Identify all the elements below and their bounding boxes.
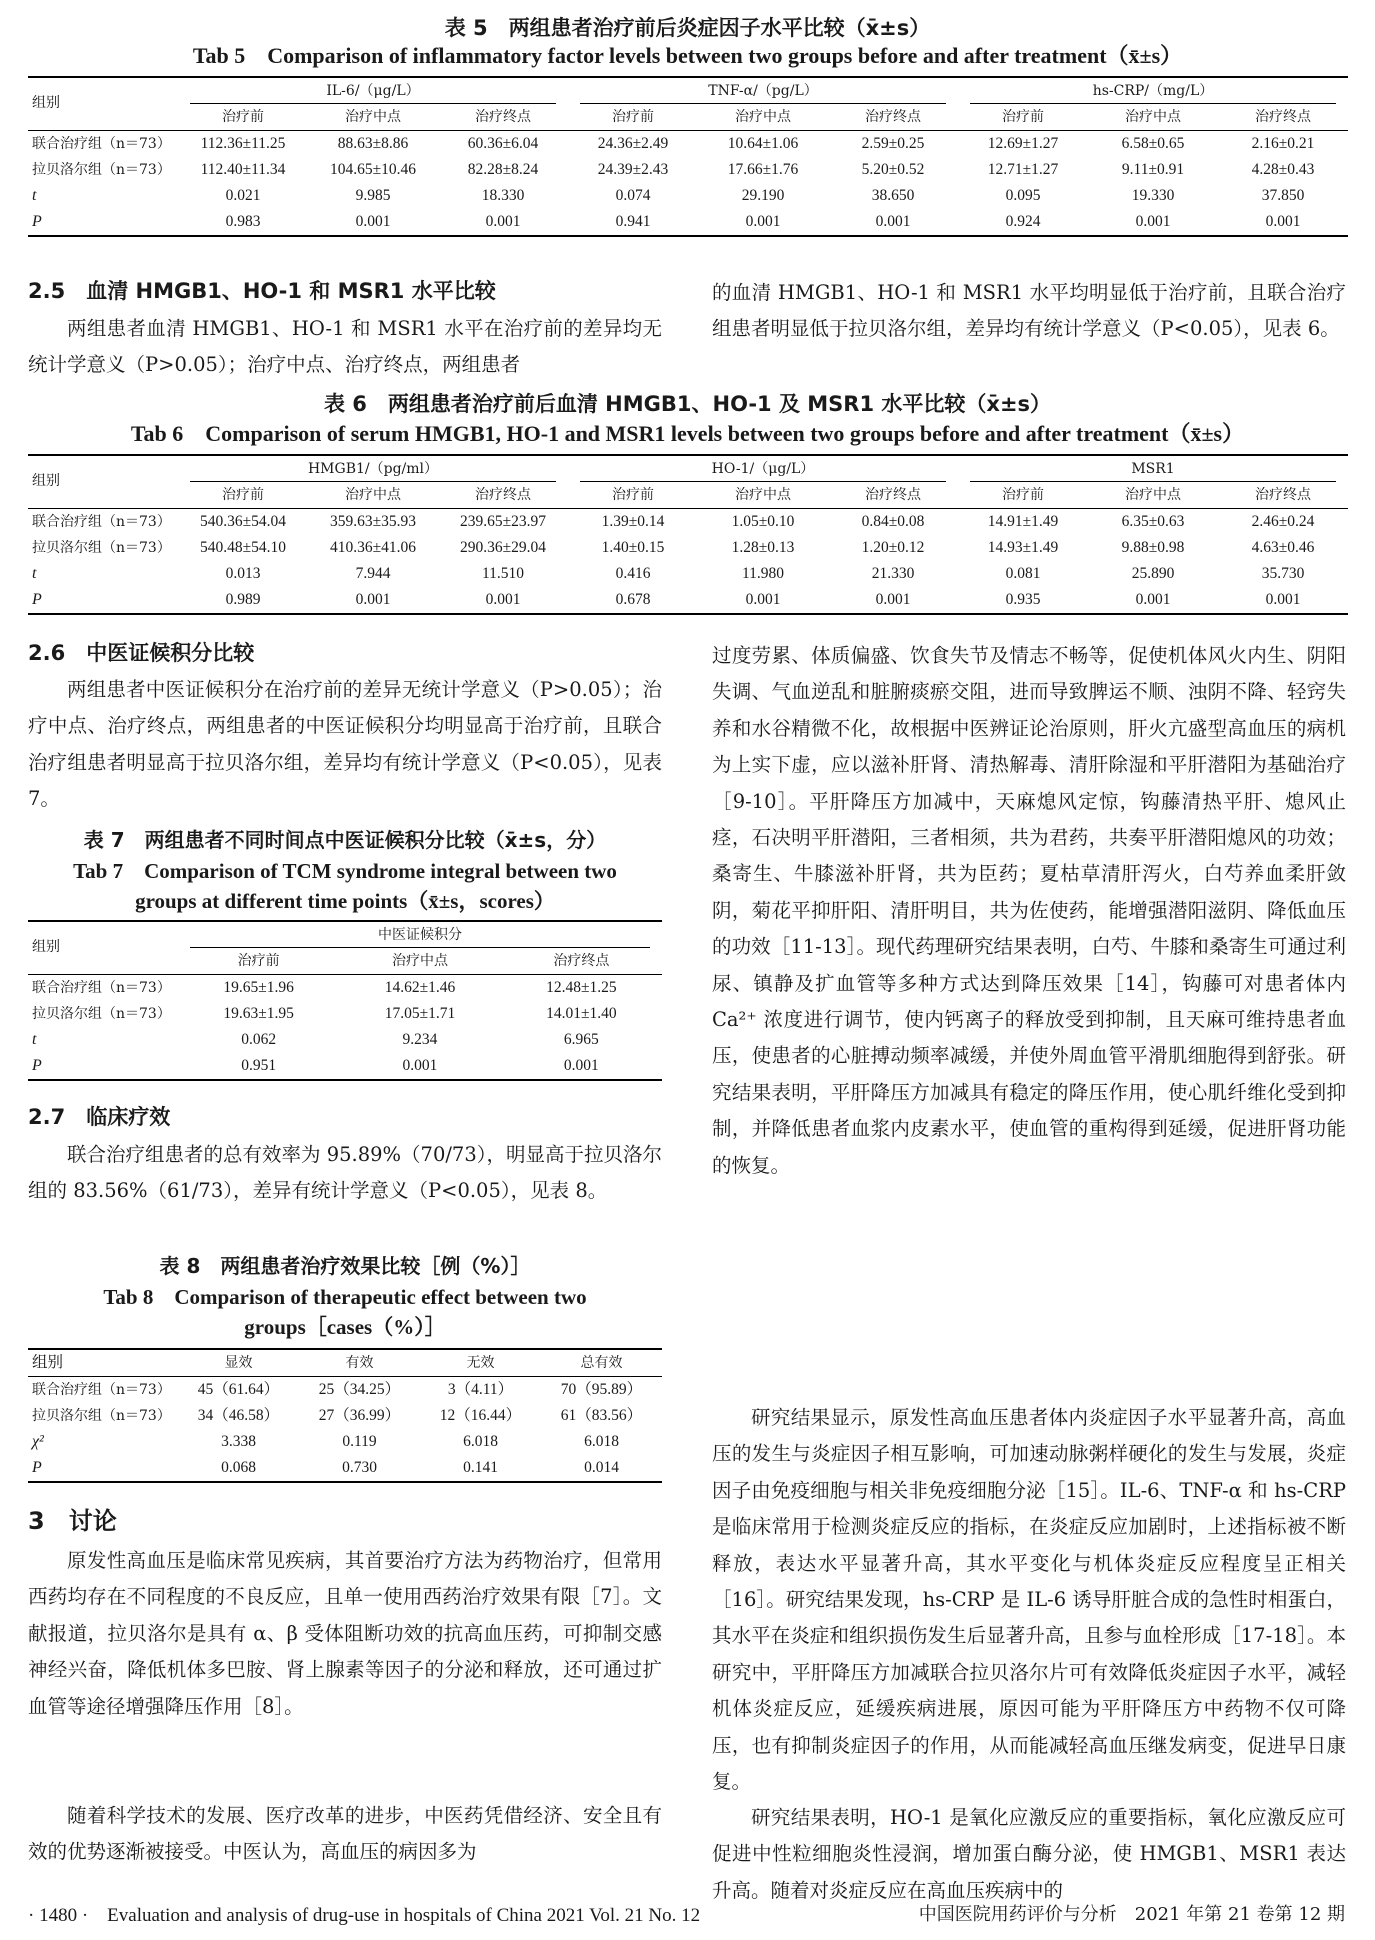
table5-cell: 37.850: [1261, 187, 1305, 204]
table6-cell: 0.013: [225, 565, 261, 582]
section-3-para-2: 随着科学技术的发展、医疗改革的进步，中医药凭借经济、安全且有效的优势逐渐被接受。中医认为，高血压的病因多为: [28, 1804, 662, 1864]
section-3-right-para-1: 过度劳累、体质偏盛、饮食失节及情志不畅等，促使机体风火内生、阴阳失调、气血逆乱和脏腑痰瘀交阻，进而导致脾运不顺、浊阴不降、轻窍失养和水谷精微不化，故根据中医辨证论治原则，肝火亢盛型高血压的病机为上实下虚，应以滋补肝肾、清热解毒、清肝除湿和平肝潜阳为基础治疗［9-10］。平肝降压方加减中，天麻熄风定惊，钩藤清热平肝、熄风止痉，石决明平肝潜阳，三者相须，共为君药，共奏平肝潜阳熄风的功效；桑寄生、牛膝滋补肝肾，共为臣药；夏枯草清肝泻火，白芍养血柔肝敛阴，菊花平抑肝阳、清肝明目，共为佐使药，能增强潜阳滋阴、降低血压的功效［11-13］。现代药理研究结果表明，白芍、牛膝和桑寄生可通过利尿、镇静及扩血管等多种方式达到降压效果［14］，钩藤可对患者体内 Ca²⁺ 浓度进行调节，使内钙离子的释放受到抑制，且天麻可维持患者血压，使患者的心脏搏动频率减缓，并使外周血管平滑肌细胞得到舒张。研究结果表明，平肝降压方加减具有稳定的降压作用，使心肌纤维化受到抑制，并降低患者血浆内皮素水平，使血管的重构得到延缓，促进肝肾功能的恢复。: [712, 644, 1346, 1177]
table6-row-label: 拉贝洛尔组（n＝73）: [32, 540, 171, 556]
table6-cell: 14.91±1.49: [958, 509, 1088, 536]
table8-row-label: 拉贝洛尔组（n＝73）: [32, 1408, 171, 1424]
table5-cell: 10.64±1.06: [698, 131, 828, 158]
table6-cell: 1.20±0.12: [861, 539, 925, 556]
table5-caption-cn: 表 5 两组患者治疗前后炎症因子水平比较（x̄±s）: [444, 16, 931, 40]
table6-cell: 1.40±0.15: [601, 539, 665, 556]
section-2-7-title: 2.7 临床疗效: [28, 1105, 171, 1129]
table8-cell: 6.018: [584, 1433, 619, 1450]
table5-cell: 12.71±1.27: [987, 161, 1059, 178]
table8-caption-cn: 表 8 两组患者治疗效果比较［例（%）］: [159, 1254, 531, 1278]
table6-cell: 1.39±0.14: [568, 509, 698, 536]
table8-header: 组别: [28, 1349, 178, 1377]
table7-header-group: 组别: [28, 921, 178, 975]
table5-row-label: t: [32, 187, 37, 204]
table7-cell: 0.951: [178, 1053, 339, 1080]
table6-cell: 239.65±23.97: [438, 509, 568, 536]
table8-cell: 25（34.25）: [318, 1381, 401, 1398]
table-row: [28, 1429, 662, 1455]
table6-cell: 11.980: [741, 565, 785, 582]
table5-cell: 17.66±1.76: [727, 161, 799, 178]
table6-group-label-1: HO-1/（μg/L）: [580, 457, 946, 482]
table6-cell: 0.001: [308, 587, 438, 614]
table8: [28, 1348, 662, 1483]
table6-cell: 9.88±0.98: [1121, 539, 1185, 556]
table6-cell: 0.678: [568, 587, 698, 614]
table6-caption-cn: 表 6 两组患者治疗前后血清 HMGB1、HO-1 及 MSR1 水平比较（x̄±s）: [323, 392, 1052, 416]
table-row: [28, 1001, 662, 1027]
table6-row-label: 联合治疗组（n＝73）: [28, 509, 178, 536]
table5-cell: 6.58±0.65: [1088, 131, 1218, 158]
table6-subheader: 治疗前: [222, 487, 264, 503]
table5-cell: 4.28±0.43: [1251, 161, 1315, 178]
table-row: [28, 157, 1348, 183]
table5-group-label-2: hs-CRP/（mg/L）: [970, 79, 1336, 104]
table5-cell: 19.330: [1131, 187, 1175, 204]
table5-cell: 112.36±11.25: [178, 131, 308, 158]
table7-row-label: 拉贝洛尔组（n＝73）: [32, 1006, 171, 1022]
table5-cell: 104.65±10.46: [329, 161, 416, 178]
table8-header: 有效: [299, 1349, 420, 1377]
table6-subheader: 治疗中点: [735, 487, 791, 503]
table6-cell: 540.48±54.10: [199, 539, 286, 556]
table6-cell: 0.081: [1005, 565, 1041, 582]
table-row: [28, 1377, 662, 1404]
section-2-7-para: 联合治疗组患者的总有效率为 95.89%（70/73），明显高于拉贝洛尔组的 83.56%（61/73），差异有统计学意义（P<0.05），见表 8。: [28, 1143, 662, 1203]
table5-cell: 82.28±8.24: [467, 161, 539, 178]
table7-cell: 0.001: [339, 1053, 500, 1080]
section-2-5-title: 2.5 血清 HMGB1、HO-1 和 MSR1 水平比较: [28, 279, 496, 303]
table6-cell: 290.36±29.04: [459, 539, 546, 556]
table6-subheader: 治疗终点: [1255, 487, 1311, 503]
table5-cell: 0.001: [308, 209, 438, 236]
table5-group-label-1: TNF-α/（pg/L）: [580, 79, 946, 104]
section-2-6-para: 两组患者中医证候积分在治疗前的差异无统计学意义（P>0.05）；治疗中点、治疗终点，两组患者的中医证候积分均明显高于治疗前，且联合治疗组患者明显高于拉贝洛尔组，差异均有统计学意义（P<0.05），见表 7。: [28, 678, 662, 811]
table5-cell: 24.36±2.49: [568, 131, 698, 158]
table8-row-label: χ²: [32, 1433, 44, 1450]
table6-subheader: 治疗中点: [345, 487, 401, 503]
table7-cell: 0.062: [241, 1031, 277, 1048]
table5-cell: 60.36±6.04: [438, 131, 568, 158]
table-row: [28, 1053, 662, 1080]
table6-group-label-0: HMGB1/（pg/ml）: [190, 457, 556, 482]
table8-cell: 12（16.44）: [439, 1407, 522, 1424]
table5-subheader: 治疗中点: [345, 109, 401, 125]
table5-cell: 12.69±1.27: [958, 131, 1088, 158]
table5-cell: 0.924: [958, 209, 1088, 236]
table7-group-label: 中医证候积分: [190, 923, 650, 948]
table6-cell: 0.001: [1218, 587, 1348, 614]
section-3-right-para-3: 研究结果表明，HO-1 是氧化应激反应的重要指标，氧化应激反应可促进中性粒细胞炎性浸润，增加蛋白酶分泌，使 HMGB1、MSR1 表达升高。随着对炎症反应在高血压疾病中的: [712, 1806, 1346, 1902]
table8-cell: 0.014: [541, 1455, 662, 1482]
table5-subheader: 治疗中点: [1125, 109, 1181, 125]
table6-cell: 0.935: [958, 587, 1088, 614]
table5-cell: 0.941: [568, 209, 698, 236]
table6-caption-en: Tab 6 Comparison of serum HMGB1, HO-1 and MSR1 levels between two groups before and after treatment（x̄±s）: [130, 421, 1245, 446]
table8-cell: 61（83.56）: [560, 1407, 643, 1424]
table6-cell: 14.93±1.49: [987, 539, 1059, 556]
table7-caption-en-1: Tab 7 Comparison of TCM syndrome integral between two: [73, 859, 617, 883]
table-row: [28, 535, 1348, 561]
table7-subheader: 治疗中点: [391, 953, 448, 969]
table5-header-group: 组别: [28, 77, 178, 131]
table6-cell: 25.890: [1131, 565, 1175, 582]
section-2-6-title: 2.6 中医证候积分比较: [28, 641, 255, 665]
table5-cell: 2.16±0.21: [1218, 131, 1348, 158]
table5-cell: 0.001: [828, 209, 958, 236]
table8-cell: 27（36.99）: [318, 1407, 401, 1424]
table8-cell: 45（61.64）: [197, 1381, 280, 1398]
table-row: [28, 561, 1348, 587]
footer-journal-cn: 中国医院用药评价与分析 2021 年第 21 卷第 12 期: [918, 1904, 1345, 1925]
section-2-5-para-left: 两组患者血清 HMGB1、HO-1 和 MSR1 水平在治疗前的差异均无统计学意义（P>0.05）；治疗中点、治疗终点，两组患者: [28, 317, 662, 377]
table5-cell: 88.63±8.86: [308, 131, 438, 158]
table-row: [28, 509, 1348, 536]
table6-subheader: 治疗终点: [475, 487, 531, 503]
table5-subheader: 治疗前: [222, 109, 264, 125]
table7-caption-cn: 表 7 两组患者不同时间点中医证候积分比较（x̄±s，分）: [83, 828, 607, 852]
table7-caption-en-2: groups at different time points（x̄±s，scores）: [135, 889, 555, 913]
table6-cell: 0.001: [438, 587, 568, 614]
table6-cell: 0.416: [615, 565, 651, 582]
table8-cell: 0.141: [420, 1455, 541, 1482]
table6-cell: 21.330: [871, 565, 915, 582]
table5-cell: 0.001: [1088, 209, 1218, 236]
table6-cell: 1.05±0.10: [698, 509, 828, 536]
table6-group-header-0: [178, 455, 568, 482]
table7-subheader: 治疗前: [237, 953, 280, 969]
table8-row-label: 联合治疗组（n＝73）: [32, 1382, 171, 1398]
table6-subheader: 治疗中点: [1125, 487, 1181, 503]
table6-subheader: 治疗前: [1002, 487, 1044, 503]
table6-row-label: t: [32, 565, 37, 582]
table-row: [28, 1455, 662, 1482]
table5-group-label-0: IL-6/（μg/L）: [190, 79, 556, 104]
table5-cell: 0.074: [615, 187, 651, 204]
table8-cell: 0.730: [299, 1455, 420, 1482]
table6-group-label-2: MSR1: [970, 457, 1336, 482]
table6: [28, 454, 1348, 615]
table5-cell: 0.001: [698, 209, 828, 236]
table5-cell: 0.001: [438, 209, 568, 236]
section-2-5-para-right: 的血清 HMGB1、HO-1 和 MSR1 水平均明显低于治疗前，且联合治疗组患者明显低于拉贝洛尔组，差异均有统计学意义（P<0.05），见表 6。: [712, 281, 1346, 341]
table6-cell: 4.63±0.46: [1251, 539, 1315, 556]
table7-subheader: 治疗终点: [553, 953, 610, 969]
table5-cell: 29.190: [741, 187, 785, 204]
table8-header: 显效: [178, 1349, 299, 1377]
table6-cell: 1.28±0.13: [731, 539, 795, 556]
footer-journal-en: · 1480 · Evaluation and analysis of drug-use in hospitals of China 2021 Vol. 21 No. 12: [28, 1905, 701, 1926]
table5-cell: 9.11±0.91: [1121, 161, 1185, 178]
table6-header-group: 组别: [28, 455, 178, 509]
table5-cell: 5.20±0.52: [861, 161, 925, 178]
table7-cell: 12.48±1.25: [501, 975, 662, 1002]
table5-cell: 112.40±11.34: [200, 161, 286, 178]
section-3-title: 3 讨论: [28, 1507, 117, 1535]
table5-cell: 38.650: [871, 187, 915, 204]
table8-cell: 3（4.11）: [447, 1381, 514, 1398]
table5-subheader: 治疗前: [1002, 109, 1044, 125]
table-row: [28, 975, 662, 1002]
table5-row-label: 联合治疗组（n＝73）: [28, 131, 178, 158]
table6-cell: 410.36±41.06: [329, 539, 416, 556]
table5-subheader: 治疗终点: [865, 109, 921, 125]
table5-cell: 18.330: [481, 187, 525, 204]
table8-cell: 34（46.58）: [197, 1407, 280, 1424]
table6-group-header-2: [958, 455, 1348, 482]
table6-cell: 0.001: [698, 587, 828, 614]
table8-caption-en-1: Tab 8 Comparison of therapeutic effect between two: [103, 1285, 587, 1309]
table5-caption-en: Tab 5 Comparison of inflammatory factor levels between two groups before and after treatment（x̄±s）: [192, 43, 1183, 68]
table7-cell: 19.65±1.96: [178, 975, 339, 1002]
table5-group-header-1: [568, 77, 958, 104]
table5-cell: 0.001: [1218, 209, 1348, 236]
table8-cell: 6.018: [463, 1433, 498, 1450]
table7-cell: 6.965: [563, 1031, 599, 1048]
table6-cell: 2.46±0.24: [1218, 509, 1348, 536]
table-row: [28, 587, 1348, 614]
table5-cell: 0.095: [1005, 187, 1041, 204]
table-row: [28, 131, 1348, 158]
table6-cell: 11.510: [481, 565, 525, 582]
table8-cell: 0.068: [178, 1455, 299, 1482]
section-3-right-para-2: 研究结果显示，原发性高血压患者体内炎症因子水平显著升高，高血压的发生与炎症因子相互影响，可加速动脉粥样硬化的发生与发展，炎症因子由免疫细胞与相关非免疫细胞分泌［15］。IL-6、TNF-α 和 hs-CRP 是临床常用于检测炎症反应的指标，在炎症反应加剧时，上述指标被不断释放，表达水平显著升高，其水平变化与机体炎症反应程度呈正相关［16］。研究结果发现，hs-CRP 是 IL-6 诱导肝脏合成的急性时相蛋白，其水平在炎症和组织损伤发生后显著升高，且参与血栓形成［17-18］。本研究中，平肝降压方加减联合拉贝洛尔片可有效降低炎症因子水平，减轻机体炎症反应，延缓疾病进展，原因可能为平肝降压方中药物不仅可降压，也有抑制炎症因子的作用，从而能减轻高血压继发病变，促进早日康复。: [712, 1406, 1346, 1794]
table5-cell: 9.985: [355, 187, 391, 204]
table7-cell: 17.05±1.71: [384, 1005, 456, 1022]
table5-group-header-0: [178, 77, 568, 104]
table8-header: 无效: [420, 1349, 541, 1377]
table-row: [28, 1403, 662, 1429]
table5-cell: 24.39±2.43: [597, 161, 669, 178]
table7-row-label: t: [32, 1031, 37, 1048]
table6-cell: 0.989: [178, 587, 308, 614]
table7-row-label: P: [28, 1053, 178, 1080]
table5-cell: 0.021: [225, 187, 261, 204]
table5-row-label: P: [28, 209, 178, 236]
table5-group-header-2: [958, 77, 1348, 104]
table7-cell: 19.63±1.95: [223, 1005, 294, 1022]
table7-cell: 9.234: [402, 1031, 438, 1048]
table5: [28, 76, 1348, 237]
table7-row-label: 联合治疗组（n＝73）: [28, 975, 178, 1002]
table6-cell: 540.36±54.04: [178, 509, 308, 536]
table6-cell: 0.001: [828, 587, 958, 614]
table-row: [28, 1027, 662, 1053]
table6-group-header-1: [568, 455, 958, 482]
table8-header: 总有效: [541, 1349, 662, 1377]
table6-row-label: P: [28, 587, 178, 614]
table8-row-label: P: [28, 1455, 178, 1482]
table6-cell: 0.001: [1088, 587, 1218, 614]
table6-cell: 0.84±0.08: [828, 509, 958, 536]
table7: [28, 920, 662, 1081]
table6-subheader: 治疗前: [612, 487, 654, 503]
table7-group-header: [178, 921, 662, 948]
table8-cell: 0.119: [342, 1433, 377, 1450]
table5-subheader: 治疗终点: [1255, 109, 1311, 125]
section-3-para-1: 原发性高血压是临床常见疾病，其首要治疗方法为药物治疗，但常用西药均存在不同程度的不良反应，且单一使用西药治疗效果有限［7］。文献报道，拉贝洛尔是具有 α、β 受体阻断功效的抗高血压药，可抑制交感神经兴奋，降低机体多巴胺、肾上腺素等因子的分泌和释放，还可通过扩血管等途径增强降压作用［8］。: [28, 1549, 662, 1718]
table5-subheader: 治疗终点: [475, 109, 531, 125]
table7-cell: 0.001: [501, 1053, 662, 1080]
table6-subheader: 治疗终点: [865, 487, 921, 503]
table5-subheader: 治疗前: [612, 109, 654, 125]
table5-subheader: 治疗中点: [735, 109, 791, 125]
table6-cell: 35.730: [1261, 565, 1305, 582]
table6-cell: 6.35±0.63: [1088, 509, 1218, 536]
table-row: [28, 183, 1348, 209]
table7-cell: 14.62±1.46: [339, 975, 500, 1002]
table8-cell: 3.338: [221, 1433, 256, 1450]
table5-cell: 2.59±0.25: [828, 131, 958, 158]
table5-cell: 0.983: [178, 209, 308, 236]
table5-row-label: 拉贝洛尔组（n＝73）: [32, 162, 171, 178]
table8-caption-en-2: groups［cases（%）］: [244, 1315, 446, 1339]
table6-cell: 359.63±35.93: [308, 509, 438, 536]
table7-cell: 14.01±1.40: [546, 1005, 617, 1022]
table6-cell: 7.944: [355, 565, 391, 582]
table8-cell: 70（95.89）: [560, 1381, 643, 1398]
table-row: [28, 209, 1348, 236]
